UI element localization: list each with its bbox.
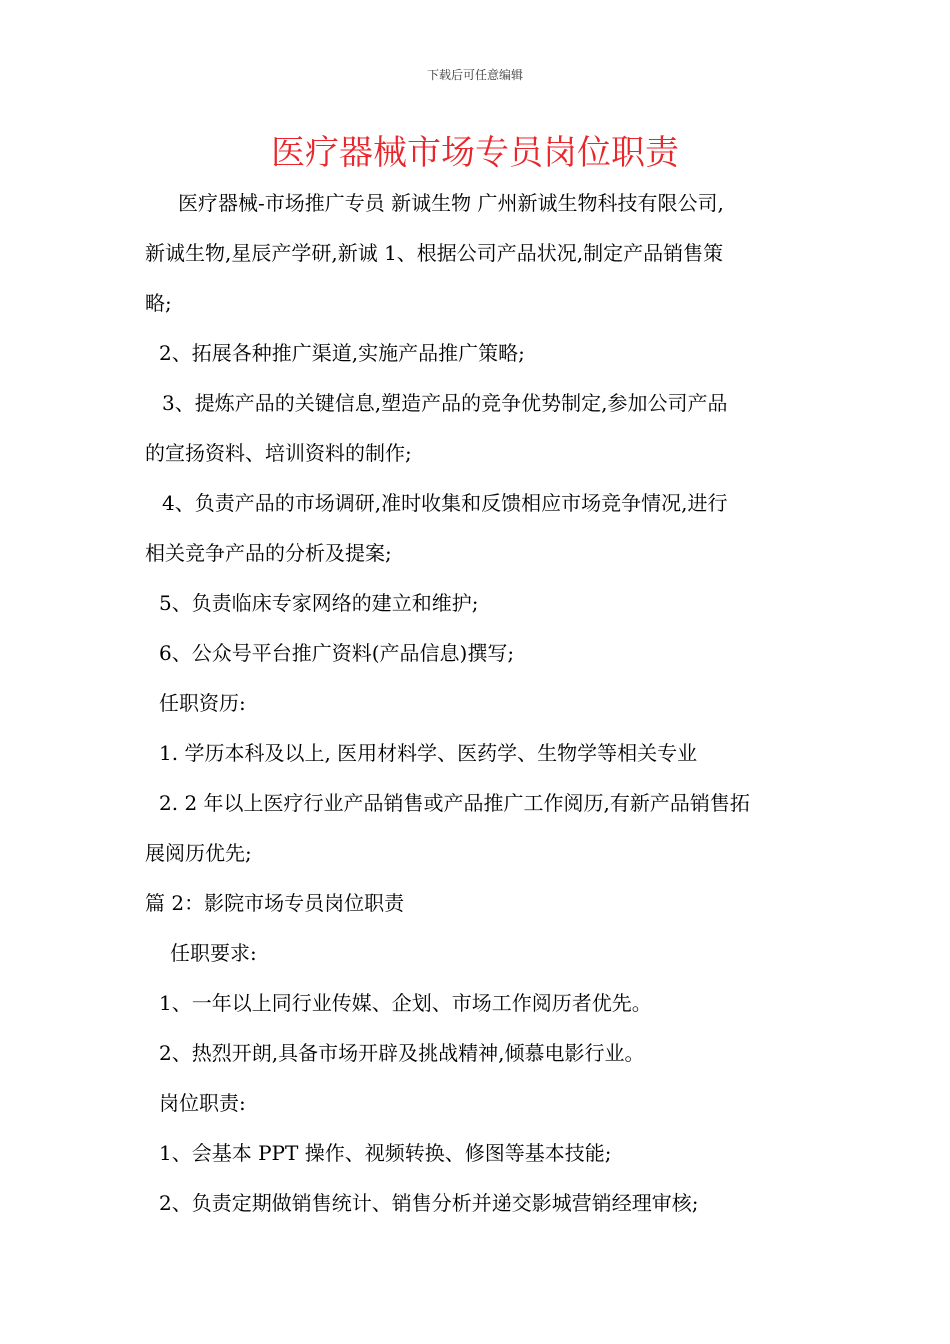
body-line: 相关竞争产品的分析及提案; <box>145 541 392 565</box>
document-title: 医疗器械市场专员岗位职责 <box>271 133 679 173</box>
header-note: 下载后可任意编辑 <box>426 68 523 82</box>
body-line: 的宣扬资料、培训资料的制作; <box>145 441 412 465</box>
body-line: 1、会基本 PPT 操作、视频转换、修图等基本技能; <box>159 1141 612 1165</box>
body-line: 2、热烈开朗,具备市场开辟及挑战精神,倾慕电影行业。 <box>159 1041 645 1065</box>
document-body <box>145 178 810 1228</box>
body-line: 5、负责临床专家网络的建立和维护; <box>159 591 479 615</box>
body-line: 任职资历: <box>159 691 246 715</box>
body-line: 4、负责产品的市场调研,准时收集和反馈相应市场竞争情况,进行 <box>162 491 728 515</box>
body-line: 2、负责定期做销售统计、销售分析并递交影城营销经理审核; <box>159 1191 699 1215</box>
body-line: 新诚生物,星辰产学研,新诚 1、根据公司产品状况,制定产品销售策 <box>145 241 724 265</box>
body-line: 3、提炼产品的关键信息,塑造产品的竞争优势制定,参加公司产品 <box>162 391 728 415</box>
body-line: 岗位职责: <box>159 1091 246 1115</box>
body-line: 2. 2 年以上医疗行业产品销售或产品推广工作阅历,有新产品销售拓 <box>159 791 750 815</box>
body-line: 篇 2：影院市场专员岗位职责 <box>145 891 405 915</box>
body-line: 任职要求: <box>170 941 257 965</box>
body-line: 展阅历优先; <box>145 841 252 865</box>
body-line: 略; <box>145 291 172 315</box>
body-line: 1. 学历本科及以上, 医用材料学、医药学、生物学等相关专业 <box>159 741 698 765</box>
body-line: 2、拓展各种推广渠道,实施产品推广策略; <box>159 341 525 365</box>
body-line: 医疗器械-市场推广专员 新诚生物 广州新诚生物科技有限公司, <box>178 191 724 215</box>
body-line: 1、一年以上同行业传媒、企划、市场工作阅历者优先。 <box>159 991 652 1015</box>
body-line: 6、公众号平台推广资料(产品信息)撰写; <box>159 641 515 665</box>
